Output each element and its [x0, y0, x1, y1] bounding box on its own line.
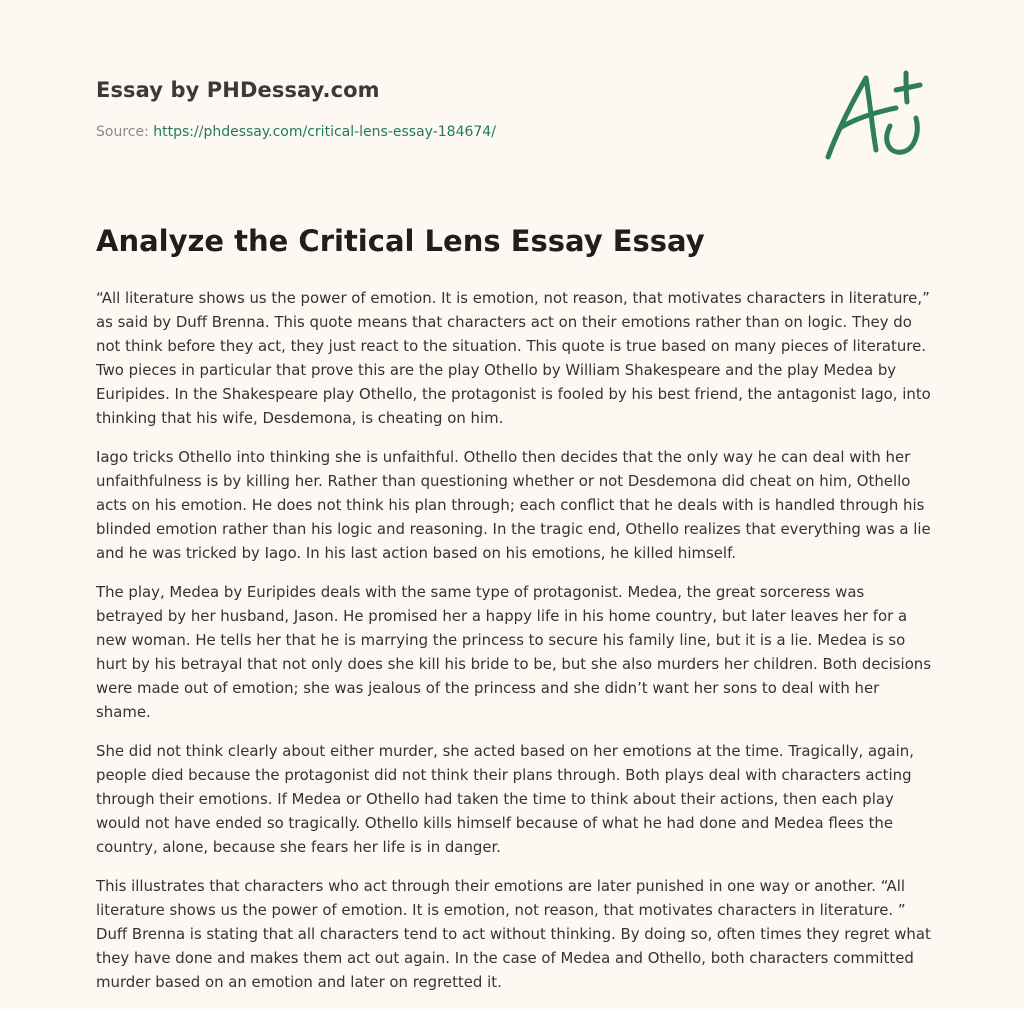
article-title: Analyze the Critical Lens Essay Essay: [96, 224, 705, 258]
article-body: [96, 286, 936, 1009]
paragraph: She did not think clearly about either murder, she acted based on her emotions at the time. Tragically, again, people died because the protagonist did not think their plans through. Both plays deal with characters acting through their emotions. If Medea or Othello had taken the time to think about their actions, then each play would not have ended so tragically. Othello kills himself because of what he had done and Medea flees the country, alone, because she fears her life is in danger.: [96, 742, 914, 856]
source-line: [96, 124, 496, 140]
source-link[interactable]: https://phdessay.com/critical-lens-essay-184674/: [153, 124, 496, 140]
source-label: Source:: [96, 124, 154, 140]
paragraph: “All literature shows us the power of emotion. It is emotion, not reason, that motivates characters in literature,” as said by Duff Brenna. This quote means that characters act on their emotions rather than on logic. They do not think before they act, they just react to the situation. This quote is true based on many pieces of literature. Two pieces in particular that prove this are the play Othello by William Shakespeare and the play Medea by Euripides. In the Shakespeare play Othello, the protagonist is fooled by his best friend, the antagonist Iago, into thinking that his wife, Desdemona, is cheating on him.: [96, 289, 931, 427]
paragraph: Iago tricks Othello into thinking she is unfaithful. Othello then decides that the only way he can deal with her unfaithfulness is by killing her. Rather than questioning whether or not Desdemona did cheat on him, Othello acts on his emotion. He does not think his plan through; each conflict that he deals with is handled through his blinded emotion rather than his logic and reasoning. In the tragic end, Othello realizes that everything was a lie and he was tricked by Iago. In his last action based on his emotions, he killed himself.: [96, 448, 931, 562]
paragraph: This illustrates that characters who act through their emotions are later punished in one way or another. “All literature shows us the power of emotion. It is emotion, not reason, that motivates characters in literature. ” Duff Brenna is stating that all characters tend to act without thinking. By doing so, often times they regret what they have done and makes them act out again. In the case of Medea and Othello, both characters committed murder based on an emotion and later on regretted it.: [96, 877, 931, 991]
brand-title: Essay by PHDessay.com: [96, 78, 380, 102]
paragraph: The play, Medea by Euripides deals with the same type of protagonist. Medea, the great sorceress was betrayed by her husband, Jason. He promised her a happy life in his home country, but later leaves her for a new woman. He tells her that he is marrying the princess to secure his family line, but it is a lie. Medea is so hurt by his betrayal that not only does she kill his bride to be, but she also murders her children. Both decisions were made out of emotion; she was jealous of the princess and she didn’t want her sons to deal with her shame.: [96, 583, 932, 721]
a-plus-logo-icon: [820, 68, 924, 164]
